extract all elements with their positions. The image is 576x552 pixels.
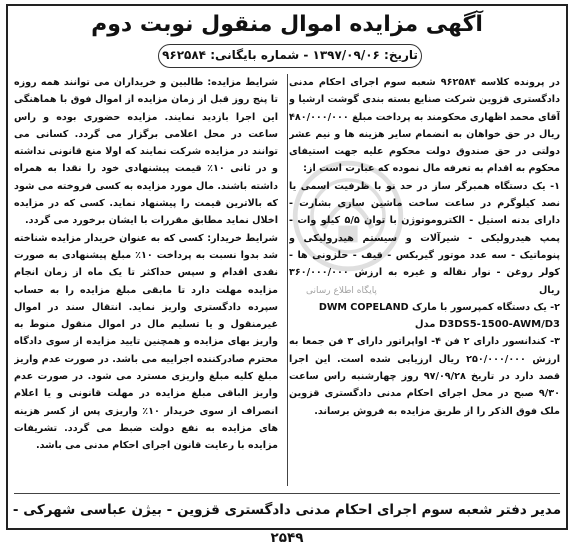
notice-title: آگهی مزایده اموال منقول نوبت دوم bbox=[91, 12, 483, 37]
right-column bbox=[289, 74, 560, 490]
notice-frame bbox=[6, 4, 568, 546]
auction-conditions-paragraph: شرایط مزایده: طالبین و خریداران می توانند همه روزه تا پنج روز قبل از زمان مزایده از اموال فوق با هماهنگی این اجرا بازدید نمایند. مزایده حضوری بوده و راس ساعت در محل اعلامی برگزار می گردد. کسانی می توانند در مزایده شرکت نمایند که اولا منع قانونی نداشته و در ثانی ۱۰٪ قیمت پیشنهادی خود را نقدا به همراه داشته باشند. مال مورد مزایده به کسی فروخته می شود که بالاترین قیمت را پیشنهاد نماید. کسی که در مزایده اخلال نماید مطابق مقررات با ایشان برخورد می گردد. bbox=[14, 77, 278, 227]
item-3-paragraph: ۳- کندانسور دارای ۲ فن ۴- اواپراتور دارای ۳ فن جمعا به ارزش ۲۵۰/۰۰۰/۰۰۰ ریال ارزیابی شده است. این اجرا قصد دارد در تاریخ ۹۷/۰۹/۲۸ روز چهارشنبه راس ساعت ۹/۳۰ صبح در محل اجرای احکام مدنی دادگستری قزوین ملک فوق الذکر را از طریق مزایده به فروش برساند. bbox=[289, 336, 560, 417]
item-2-paragraph: ۲- یک دستگاه کمپرسور با مارک DWM COPELAND bbox=[318, 301, 560, 313]
footer-divider bbox=[14, 493, 560, 494]
compressor-model-line: مدل D3DS5-1500-AWM/D3 bbox=[414, 319, 560, 331]
buyer-conditions-paragraph: شرایط خریدار: کسی که به عنوان خریدار مزایده شناخته شد بدوا نسبت به پرداخت ۱۰٪ مبلغ پیشنهادی به صورت نقدی اقدام و سپس حداکثر تا یک ماه از زمان انجام مزایده مهلت دارد تا مابقی مبلغ مزایده را به حساب سپرده دادگستری واریز نماید. انتقال سند در اموال غیرمنقول و یا تسلیم مال در اموال منقول منوط به واریز بهای مزایده و همچنین تایید مزایده از سوی دادگاه محترم صادرکننده اجراییه می باشد. در صورت عدم واریز مبلغ کلیه مبلغ واریزی مسترد می شود. در صورت عدم واریز الباقی مبلغ مزایده در مهلت قانونی و یا اعلام انصراف از سوی خریدار ۱۰٪ واریزی پس از کسر هزینه های مزایده به نفع دولت ضبط می گردد. تشریفات مزایده با رعایت قانون اجرای احکام مدنی می باشد. bbox=[14, 232, 278, 452]
left-column bbox=[14, 74, 278, 490]
case-intro-paragraph: در پرونده کلاسه ۹۶۲۵۸۴ شعبه سوم اجرای احکام مدنی دادگستری قزوین شرکت صنایع بسته بندی گوشت ارشیا و آقای محمد اظهاری محکومند به پرداخت مبلغ ۴۸۰/۰۰۰/۰۰۰ ریال در حق خواهان به انضمام سایر هزینه ها و نیم عشر دولتی در حق صندوق دولت محکوم علیه جهت استیفای محکوم به اقدام به تعرفه مال نموده که عبارت است از: bbox=[289, 77, 560, 175]
date-archive-line: تاریخ: ۱۳۹۷/۰۹/۰۶ - شماره بایگانی: ۹۶۲۵۸۴ bbox=[158, 44, 422, 68]
watermark-caption: پایگاه اطلاع رسانی bbox=[306, 286, 377, 296]
footer-signature: مدیر دفتر شعبه سوم اجرای احکام مدنی دادگستری قزوین - بیژن عباسی شهرکی - ۲۵۴۹ bbox=[12, 502, 562, 546]
column-divider bbox=[287, 74, 288, 486]
item-1-paragraph: ۱- یک دستگاه همبرگر ساز در حد نو با ظرفیت اسمی یا نصد کیلوگرم در ساعت ساخت ماشین سازی بشارت - دارای بدنه استیل - الکتروموتوژن با توان ۵/۵ کیلو وات - پمپ هیدرولیکی - شیرآلات و سیستم هیدرولیکی و پنوماتیک - سه عدد موتور گیربکس - قیف - حلزونی ها - کولر روغن - نوار نقاله و غیره به ارزش ۳۶۰/۰۰۰/۰۰۰ ریال bbox=[289, 180, 560, 296]
